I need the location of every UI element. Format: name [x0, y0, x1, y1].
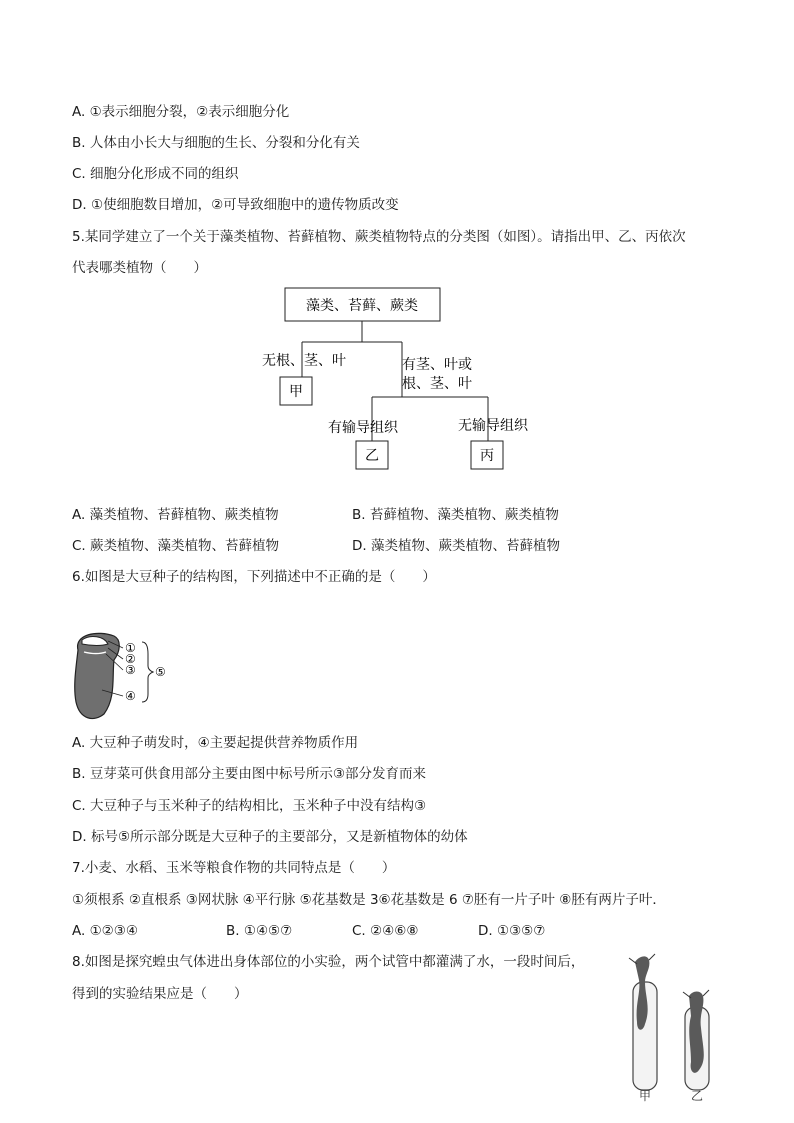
q6-option-b: B. 豆芽菜可供食用部分主要由图中标号所示③部分发育而来 — [72, 766, 426, 782]
q5-option-d: D. 藻类植物、蕨类植物、苔藓植物 — [352, 538, 560, 554]
diagram-sub-left: 有输导组织 — [328, 420, 398, 436]
q5-option-a: A. 藻类植物、苔藓植物、蕨类植物 — [72, 507, 279, 523]
q7-option-a: A. ①②③④ — [72, 923, 138, 939]
diagram-box-bing: 丙 — [480, 448, 494, 464]
q4-option-c: C. 细胞分化形成不同的组织 — [72, 166, 239, 182]
soybean-seed-figure — [70, 628, 170, 723]
tube-label-jia: 甲 — [638, 1089, 652, 1102]
seed-label-3: ③ — [125, 663, 136, 677]
diagram-sub-right: 无输导组织 — [458, 418, 528, 434]
q4-option-d: D. ①使细胞数目增加，②可导致细胞中的遗传物质改变 — [72, 197, 399, 213]
q5-stem-line1: 5.某同学建立了一个关于藻类植物、苔藓植物、蕨类植物特点的分类图（如图）。请指出甲、乙、丙依次 — [72, 229, 686, 245]
q7-stem: 7.小麦、水稻、玉米等粮食作物的共同特点是（ ） — [72, 860, 396, 876]
q4-option-b: B. 人体由小长大与细胞的生长、分裂和分化有关 — [72, 135, 360, 151]
q8-stem-line1: 8.如图是探究蝗虫气体进出身体部位的小实验，两个试管中都灌满了水，一段时间后， — [72, 954, 585, 970]
q7-option-d: D. ①③⑤⑦ — [478, 923, 546, 939]
diagram-right-branch-1: 有茎、叶或 — [402, 357, 472, 373]
q8-stem-line2: 得到的实验结果应是（ ） — [72, 986, 248, 1002]
q6-option-d: D. 标号⑤所示部分既是大豆种子的主要部分，又是新植物体的幼体 — [72, 829, 468, 845]
q6-option-a: A. 大豆种子萌发时，④主要起提供营养物质作用 — [72, 735, 359, 751]
diagram-left-branch: 无根、茎、叶 — [262, 353, 346, 369]
q5-stem-line2: 代表哪类植物（ ） — [72, 260, 207, 276]
diagram-top-label: 藻类、苔藓、蕨类 — [306, 298, 418, 314]
diagram-box-yi: 乙 — [365, 448, 379, 464]
q5-option-c: C. 蕨类植物、藻类植物、苔藓植物 — [72, 538, 280, 554]
q5-option-b: B. 苔藓植物、藻类植物、蕨类植物 — [352, 507, 559, 523]
diagram-box-jia: 甲 — [289, 384, 303, 400]
diagram-right-branch-2: 根、茎、叶 — [402, 376, 472, 392]
seed-label-1: ① — [125, 641, 136, 655]
classification-diagram — [250, 285, 550, 475]
q6-option-c: C. 大豆种子与玉米种子的结构相比，玉米种子中没有结构③ — [72, 798, 427, 814]
seed-label-4: ④ — [125, 689, 136, 703]
seed-label-2: ② — [125, 652, 136, 666]
q7-features: ①须根系 ②直根系 ③网状脉 ④平行脉 ⑤花基数是 3⑥花基数是 6 ⑦胚有一片子叶 ⑧胚有两片子叶． — [72, 892, 666, 908]
tube-label-yi: 乙 — [690, 1089, 704, 1102]
q7-option-c: C. ②④⑥⑧ — [352, 923, 419, 939]
q6-stem: 6.如图是大豆种子的结构图，下列描述中不正确的是（ ） — [72, 569, 436, 585]
q7-option-b: B. ①④⑤⑦ — [226, 923, 293, 939]
locust-test-tubes-figure — [615, 952, 727, 1102]
seed-label-5: ⑤ — [155, 665, 166, 679]
q4-option-a: A. ①表示细胞分裂，②表示细胞分化 — [72, 104, 290, 120]
